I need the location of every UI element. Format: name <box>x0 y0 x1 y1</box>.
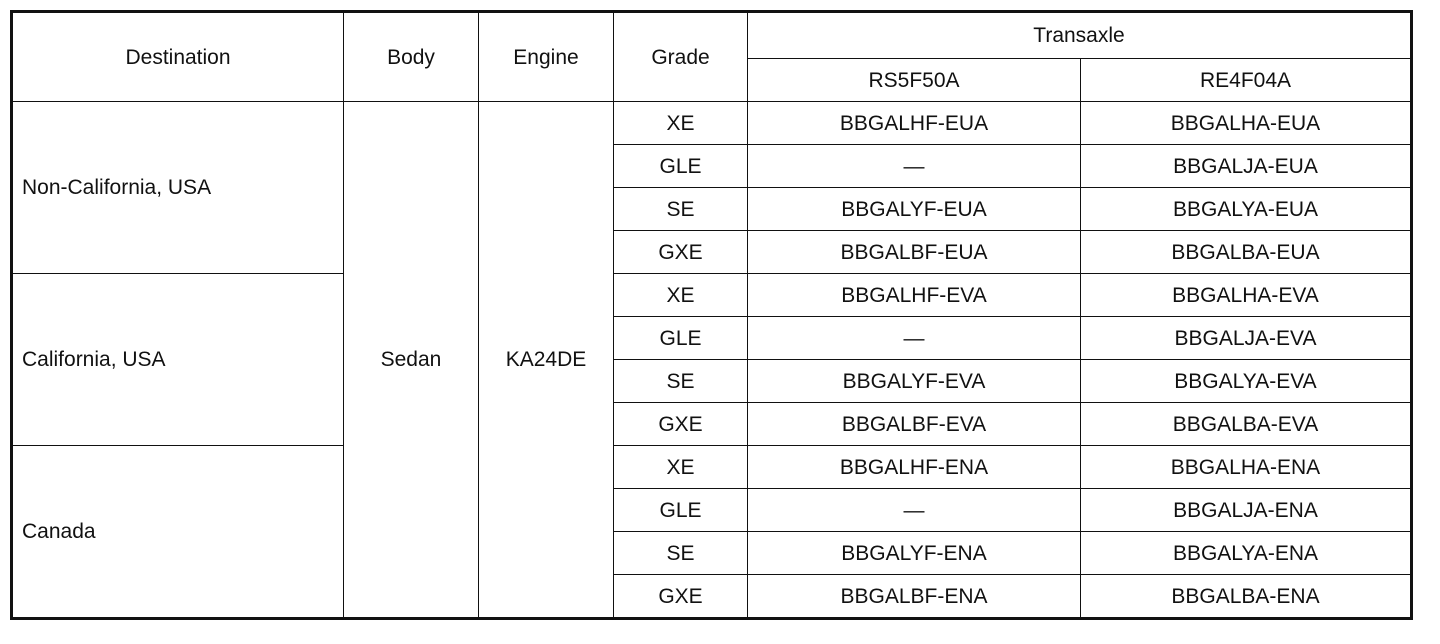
grade-cell: XE <box>614 446 748 489</box>
destination-cell: Non-California, USA <box>12 102 344 274</box>
rs5f50a-code-cell: BBGALBF-EUA <box>748 231 1081 274</box>
grade-cell: SE <box>614 188 748 231</box>
rs5f50a-code-cell: BBGALHF-EUA <box>748 102 1081 145</box>
destination-cell: California, USA <box>12 274 344 446</box>
grade-cell: GXE <box>614 403 748 446</box>
table-row <box>12 274 1412 317</box>
grade-cell: SE <box>614 532 748 575</box>
rs5f50a-code-cell: — <box>748 145 1081 188</box>
re4f04a-code-cell: BBGALJA-EUA <box>1081 145 1412 188</box>
rs5f50a-code-cell: — <box>748 317 1081 360</box>
re4f04a-code-cell: BBGALHA-ENA <box>1081 446 1412 489</box>
grade-cell: GXE <box>614 575 748 619</box>
table-body <box>12 102 1412 619</box>
re4f04a-code-cell: BBGALHA-EUA <box>1081 102 1412 145</box>
grade-cell: GLE <box>614 145 748 188</box>
table-row <box>12 446 1412 489</box>
re4f04a-code-cell: BBGALJA-ENA <box>1081 489 1412 532</box>
re4f04a-code-cell: BBGALHA-EVA <box>1081 274 1412 317</box>
rs5f50a-code-cell: BBGALYF-ENA <box>748 532 1081 575</box>
header-engine: Engine <box>479 12 614 102</box>
rs5f50a-code-cell: BBGALYF-EVA <box>748 360 1081 403</box>
rs5f50a-code-cell: BBGALYF-EUA <box>748 188 1081 231</box>
re4f04a-code-cell: BBGALBA-ENA <box>1081 575 1412 619</box>
destination-cell: Canada <box>12 446 344 619</box>
rs5f50a-code-cell: BBGALHF-ENA <box>748 446 1081 489</box>
re4f04a-code-cell: BBGALYA-ENA <box>1081 532 1412 575</box>
table-header <box>12 12 1412 102</box>
table-wrapper <box>10 10 1413 620</box>
re4f04a-code-cell: BBGALYA-EUA <box>1081 188 1412 231</box>
grade-cell: GLE <box>614 489 748 532</box>
header-transaxle: Transaxle <box>748 12 1412 59</box>
re4f04a-code-cell: BBGALBA-EUA <box>1081 231 1412 274</box>
rs5f50a-code-cell: — <box>748 489 1081 532</box>
header-grade: Grade <box>614 12 748 102</box>
header-transaxle-re4f04a: RE4F04A <box>1081 59 1412 102</box>
re4f04a-code-cell: BBGALBA-EVA <box>1081 403 1412 446</box>
header-destination: Destination <box>12 12 344 102</box>
re4f04a-code-cell: BBGALYA-EVA <box>1081 360 1412 403</box>
grade-cell: XE <box>614 274 748 317</box>
engine-cell: KA24DE <box>479 102 614 619</box>
header-body: Body <box>344 12 479 102</box>
rs5f50a-code-cell: BBGALHF-EVA <box>748 274 1081 317</box>
grade-cell: GXE <box>614 231 748 274</box>
body-cell: Sedan <box>344 102 479 619</box>
grade-cell: XE <box>614 102 748 145</box>
rs5f50a-code-cell: BBGALBF-EVA <box>748 403 1081 446</box>
grade-cell: SE <box>614 360 748 403</box>
rs5f50a-code-cell: BBGALBF-ENA <box>748 575 1081 619</box>
re4f04a-code-cell: BBGALJA-EVA <box>1081 317 1412 360</box>
grade-cell: GLE <box>614 317 748 360</box>
table-row <box>12 102 1412 145</box>
header-transaxle-rs5f50a: RS5F50A <box>748 59 1081 102</box>
model-code-table <box>10 10 1413 620</box>
